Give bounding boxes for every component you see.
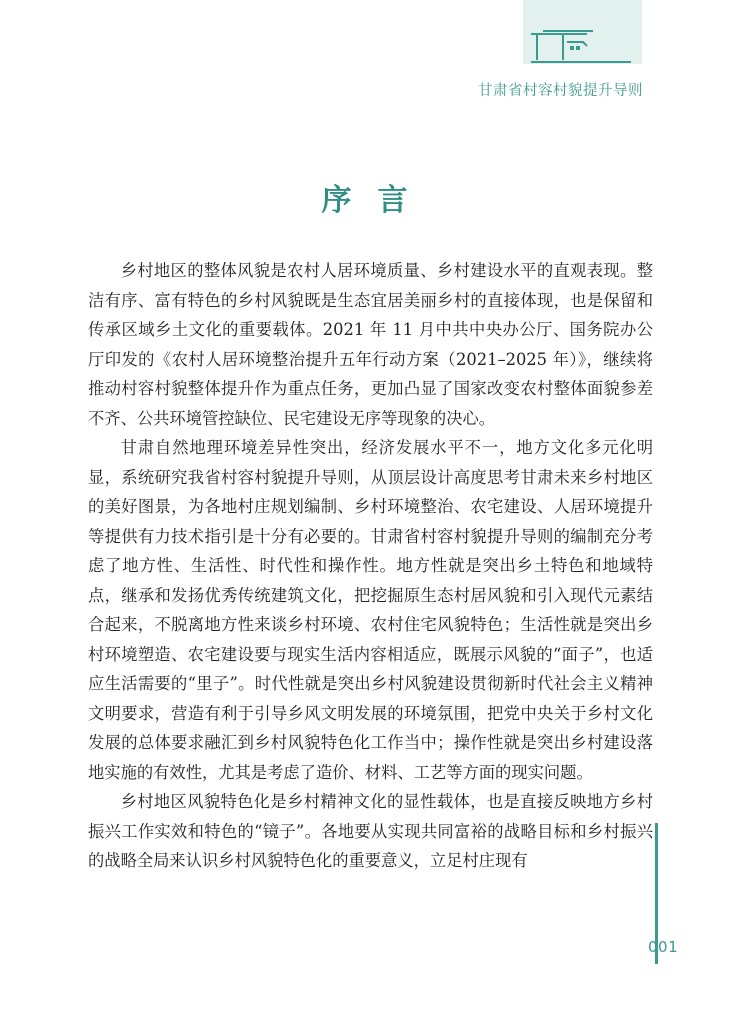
paragraph: 乡村地区的整体风貌是农村人居环境质量、乡村建设水平的直观表现。整洁有序、富有特色的乡村风貌既是生态宜居美丽乡村的直接体现，也是保留和传承区域乡土文化的重要载体。2021 年 11 月中共中央办公厅、国务院办公厅印发的《农村人居环境整治提升五年行动方案（2021–2025 年）》，继续将推动村容村貌整体提升作为重点任务，更加凸显了国家改变农村整体面貌参差不齐、公共环境管控缺位、民宅建设无序等现象的决心。 — [88, 261, 653, 428]
paragraph: 乡村地区风貌特色化是乡村精神文化的显性载体，也是直接反映地方乡村振兴工作实效和特色的“镜子”。各地要从实现共同富裕的战略目标和乡村振兴的战略全局来认识乡村风貌特色化的重要意义，立足村庄现有 — [88, 792, 653, 870]
page-number: 001 — [648, 938, 679, 956]
body-text — [88, 256, 653, 876]
document-series-title: 甘肃省村容村貌提升导则 — [478, 83, 643, 99]
page-title: 序言 — [321, 183, 434, 218]
village-gate-icon — [523, 0, 642, 64]
paragraph: 甘肃自然地理环境差异性突出，经济发展水平不一，地方文化多元化明显，系统研究我省村容村貌提升导则，从顶层设计高度思考甘肃未来乡村地区的美好图景，为各地村庄规划编制、乡村环境整治、农宅建设、人居环境提升等提供有力技术指引是十分有必要的。甘肃省村容村貌提升导则的编制充分考虑了地方性、生活性、时代性和操作性。地方性就是突出乡土特色和地域特点，继承和发扬优秀传统建筑文化，把挖掘原生态村居风貌和引入现代元素结合起来，不脱离地方性来谈乡村环境、农村住宅风貌特色；生活性就是突出乡村环境塑造、农宅建设要与现实生活内容相适应，既展示风貌的“面子”，也适应生活需要的“里子”。时代性就是突出乡村风貌建设贯彻新时代社会主义精神文明要求，营造有利于引导乡风文明发展的环境氛围，把党中央关于乡村文化发展的总体要求融汇到乡村风貌特色化工作当中；操作性就是突出乡村建设落地实施的有效性，尤其是考虑了造价、材料、工艺等方面的现实问题。 — [88, 438, 653, 782]
